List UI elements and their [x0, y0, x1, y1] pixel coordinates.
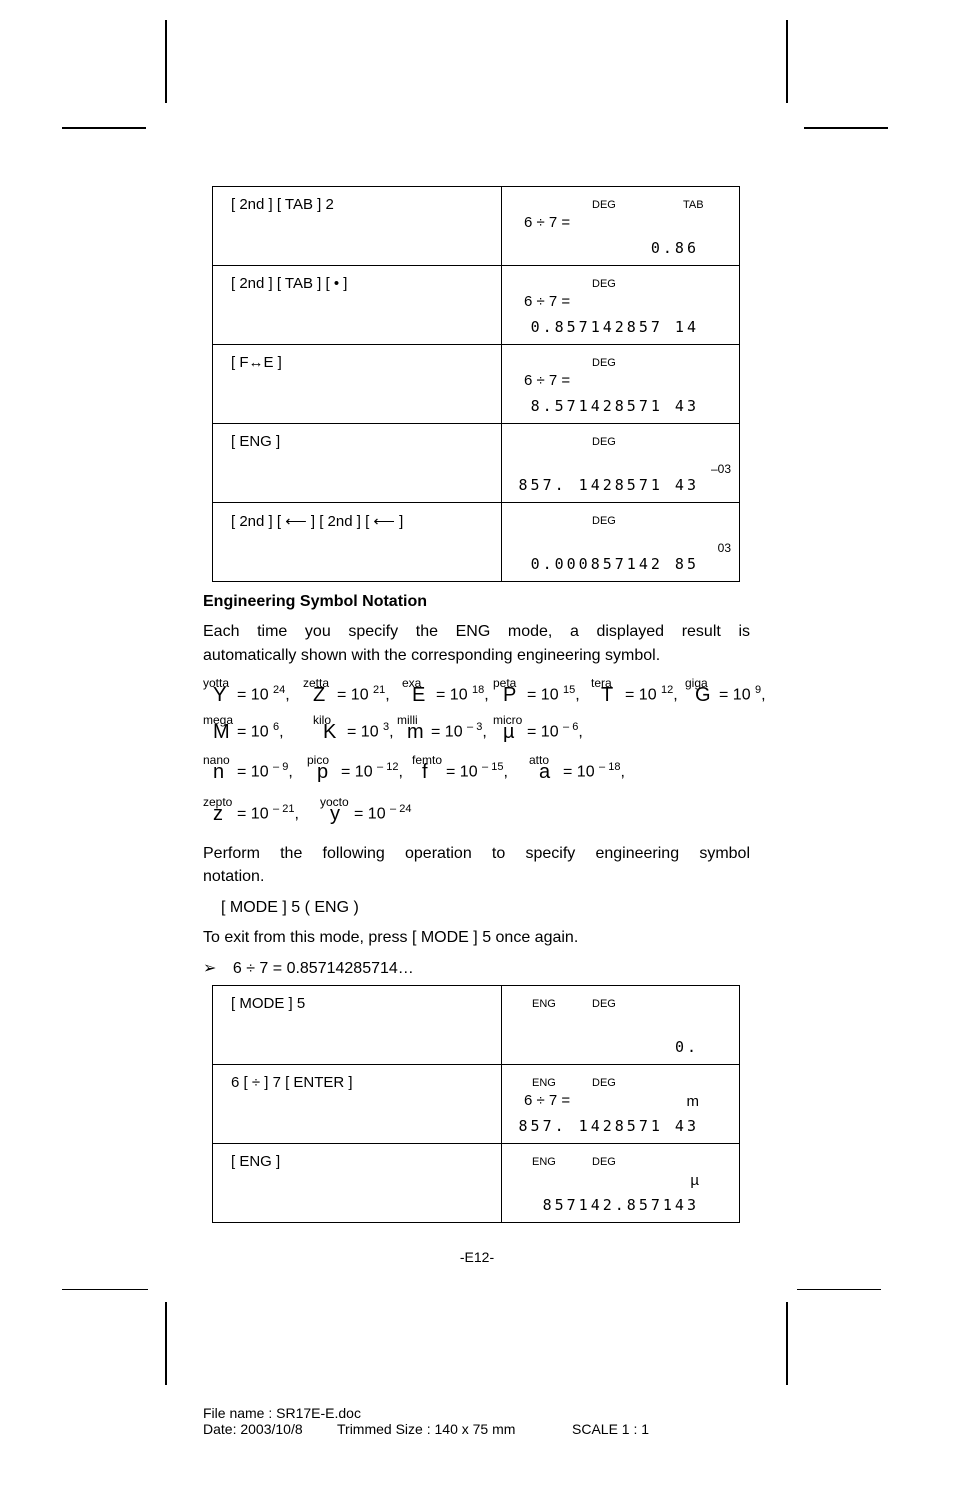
symbol-value: = 10 $^3$,: [347, 721, 394, 741]
symbol-letter: a: [539, 761, 551, 783]
display-result: 8.571428571 43: [530, 397, 699, 415]
symbol-letter: µ: [503, 721, 515, 743]
keystroke: [ ENG ]: [231, 1153, 281, 1170]
symbol-letter: K: [323, 721, 337, 743]
symbol-value: = 10 $^{- 3}$,: [431, 721, 487, 741]
mode-command: [ MODE ] 5 ( ENG ): [221, 899, 359, 916]
table-row: [213, 187, 740, 266]
crop-mark: [797, 1289, 881, 1290]
deg-indicator: DEG: [592, 357, 616, 369]
symbol-value: = 10 $^{15}$,: [527, 684, 580, 704]
symbol-value: = 10 $^9$,: [719, 684, 766, 704]
display-exponent: 03: [717, 541, 731, 555]
symbol-value: = 10 $^{18}$,: [436, 684, 489, 704]
display-symbol: µ: [690, 1172, 699, 1189]
display-result: 857142.857143: [542, 1196, 699, 1214]
symbol-prefix: giga: [685, 676, 708, 690]
example-line: [203, 957, 750, 981]
symbol-letter: P: [503, 684, 517, 706]
crop-mark: [786, 20, 788, 103]
keystroke: 6 [ ÷ ] 7 [ ENTER ]: [231, 1074, 353, 1091]
symbol-letter: n: [213, 761, 225, 783]
crop-mark: [804, 127, 888, 129]
symbol-prefix: milli: [397, 713, 418, 727]
symbol-value: = 10 $^{- 21}$,: [237, 803, 299, 823]
eng-indicator: ENG: [532, 1156, 556, 1168]
symbol-value: = 10 $^{- 12}$,: [341, 761, 403, 781]
symbol-letter: G: [695, 684, 711, 706]
display-result: 0.000857142 85: [530, 555, 699, 573]
symbol-prefix: zetta: [303, 676, 330, 690]
symbol-value: = 10 $^{- 24}$: [354, 803, 412, 823]
deg-indicator: DEG: [592, 998, 616, 1010]
symbol-value: = 10 $^{21}$,: [337, 684, 390, 704]
keystroke: [ 2nd ] [ ⟵ ] [ 2nd ] [ ⟵ ]: [231, 513, 404, 530]
deg-indicator: DEG: [592, 1077, 616, 1089]
keystroke: [ ENG ]: [231, 433, 281, 450]
symbol-letter: T: [601, 684, 614, 706]
display-result: 0.857142857 14: [530, 318, 699, 336]
exit-instruction: To exit from this mode, press [ MODE ] 5 once again.: [203, 929, 579, 946]
table-row: [213, 266, 740, 345]
crop-mark: [62, 127, 146, 129]
display-expression: 6 ÷ 7 =: [524, 293, 571, 310]
table-row: [213, 986, 740, 1065]
table-row: [213, 1144, 740, 1223]
paragraph-line: automatically shown with the corresponding engineering symbol.: [203, 647, 661, 664]
symbol-prefix: peta: [493, 676, 517, 690]
crop-mark: [786, 1302, 788, 1385]
deg-indicator: DEG: [592, 515, 616, 527]
symbol-letter: y: [330, 803, 340, 825]
symbol-letter: Z: [313, 684, 326, 706]
symbol-letter: p: [317, 761, 329, 783]
paragraph-line: notation.: [203, 868, 265, 885]
symbol-prefix: femto: [412, 753, 443, 767]
symbol-letter: M: [213, 721, 230, 743]
display-expression: 6 ÷ 7 =: [524, 1092, 571, 1109]
symbol-prefix: zepto: [203, 795, 233, 809]
crop-mark: [165, 1302, 167, 1385]
symbol-letter: E: [412, 684, 426, 706]
display-expression: 6 ÷ 7 =: [524, 372, 571, 389]
symbol-prefix: exa: [402, 676, 422, 690]
symbol-letter: f: [422, 761, 428, 783]
table-row: [213, 503, 740, 582]
symbol-value: = 10 $^{- 6}$,: [527, 721, 583, 741]
symbol-value: = 10 $^{- 15}$,: [446, 761, 508, 781]
deg-indicator: DEG: [592, 278, 616, 290]
tab-indicator: TAB: [683, 199, 704, 211]
example-table-2: [212, 985, 740, 1223]
symbol-value: = 10 $^{- 9}$,: [237, 761, 293, 781]
deg-indicator: DEG: [592, 199, 616, 211]
symbol-prefix: mega: [203, 713, 234, 727]
display-exponent: –03: [710, 462, 731, 476]
paragraph-line: Perform the following operation to specify engineering symbol: [203, 845, 750, 862]
symbol-prefix: yotta: [203, 676, 230, 690]
eng-indicator: ENG: [532, 998, 556, 1010]
display-symbol: m: [686, 1093, 699, 1110]
symbol-prefix: kilo: [313, 713, 332, 727]
footer-trim: Trimmed Size : 140 x 75 mm: [337, 1421, 516, 1437]
symbol-letter: m: [407, 721, 424, 743]
table-row: [213, 424, 740, 503]
example-expression: 6 ÷ 7 = 0.85714285714…: [232, 960, 414, 977]
arrow-bullet-icon: ➢: [203, 960, 217, 977]
page-number: -E12-: [459, 1249, 495, 1265]
display-result: 0.86: [650, 239, 699, 257]
table-row: [213, 1065, 740, 1144]
footer-scale: SCALE 1 : 1: [572, 1421, 650, 1437]
section-title: Engineering Symbol Notation: [203, 593, 428, 610]
symbol-letter: z: [213, 803, 223, 825]
symbol-prefix: pico: [307, 753, 330, 767]
keystroke: [ 2nd ] [ TAB ] 2: [231, 196, 334, 213]
symbol-value: = 10 $^{12}$,: [625, 684, 678, 704]
example-table-1: [212, 186, 740, 582]
symbol-letter: Y: [213, 684, 227, 706]
display-result: 857. 1428571 43: [518, 1117, 699, 1135]
eng-indicator: ENG: [532, 1077, 556, 1089]
symbol-prefix: micro: [493, 713, 523, 727]
crop-mark: [62, 1289, 148, 1290]
keystroke: [ MODE ] 5: [231, 995, 306, 1012]
paragraph-line: Each time you specify the ENG mode, a displayed result is: [203, 623, 750, 640]
crop-mark: [165, 20, 167, 103]
symbol-prefix: atto: [529, 753, 550, 767]
symbol-value: = 10 $^6$,: [237, 721, 284, 741]
symbol-value: = 10 $^{- 18}$,: [563, 761, 625, 781]
display-expression: 6 ÷ 7 =: [524, 214, 571, 231]
symbol-prefix: nano: [203, 753, 230, 767]
symbol-prefix: yocto: [320, 795, 349, 809]
keystroke: [ 2nd ] [ TAB ] [ • ]: [231, 275, 348, 292]
footer-file: File name : SR17E-E.doc: [203, 1405, 361, 1421]
deg-indicator: DEG: [592, 1156, 616, 1168]
symbol-prefix: tera: [591, 676, 612, 690]
display-result: 0.: [674, 1038, 699, 1056]
table-row: [213, 345, 740, 424]
symbol-value: = 10 $^{24}$,: [237, 684, 290, 704]
keystroke: [ F↔E ]: [231, 354, 282, 371]
deg-indicator: DEG: [592, 436, 616, 448]
display-result: 857. 1428571 43: [518, 476, 699, 494]
footer-date: Date: 2003/10/8: [203, 1421, 303, 1437]
